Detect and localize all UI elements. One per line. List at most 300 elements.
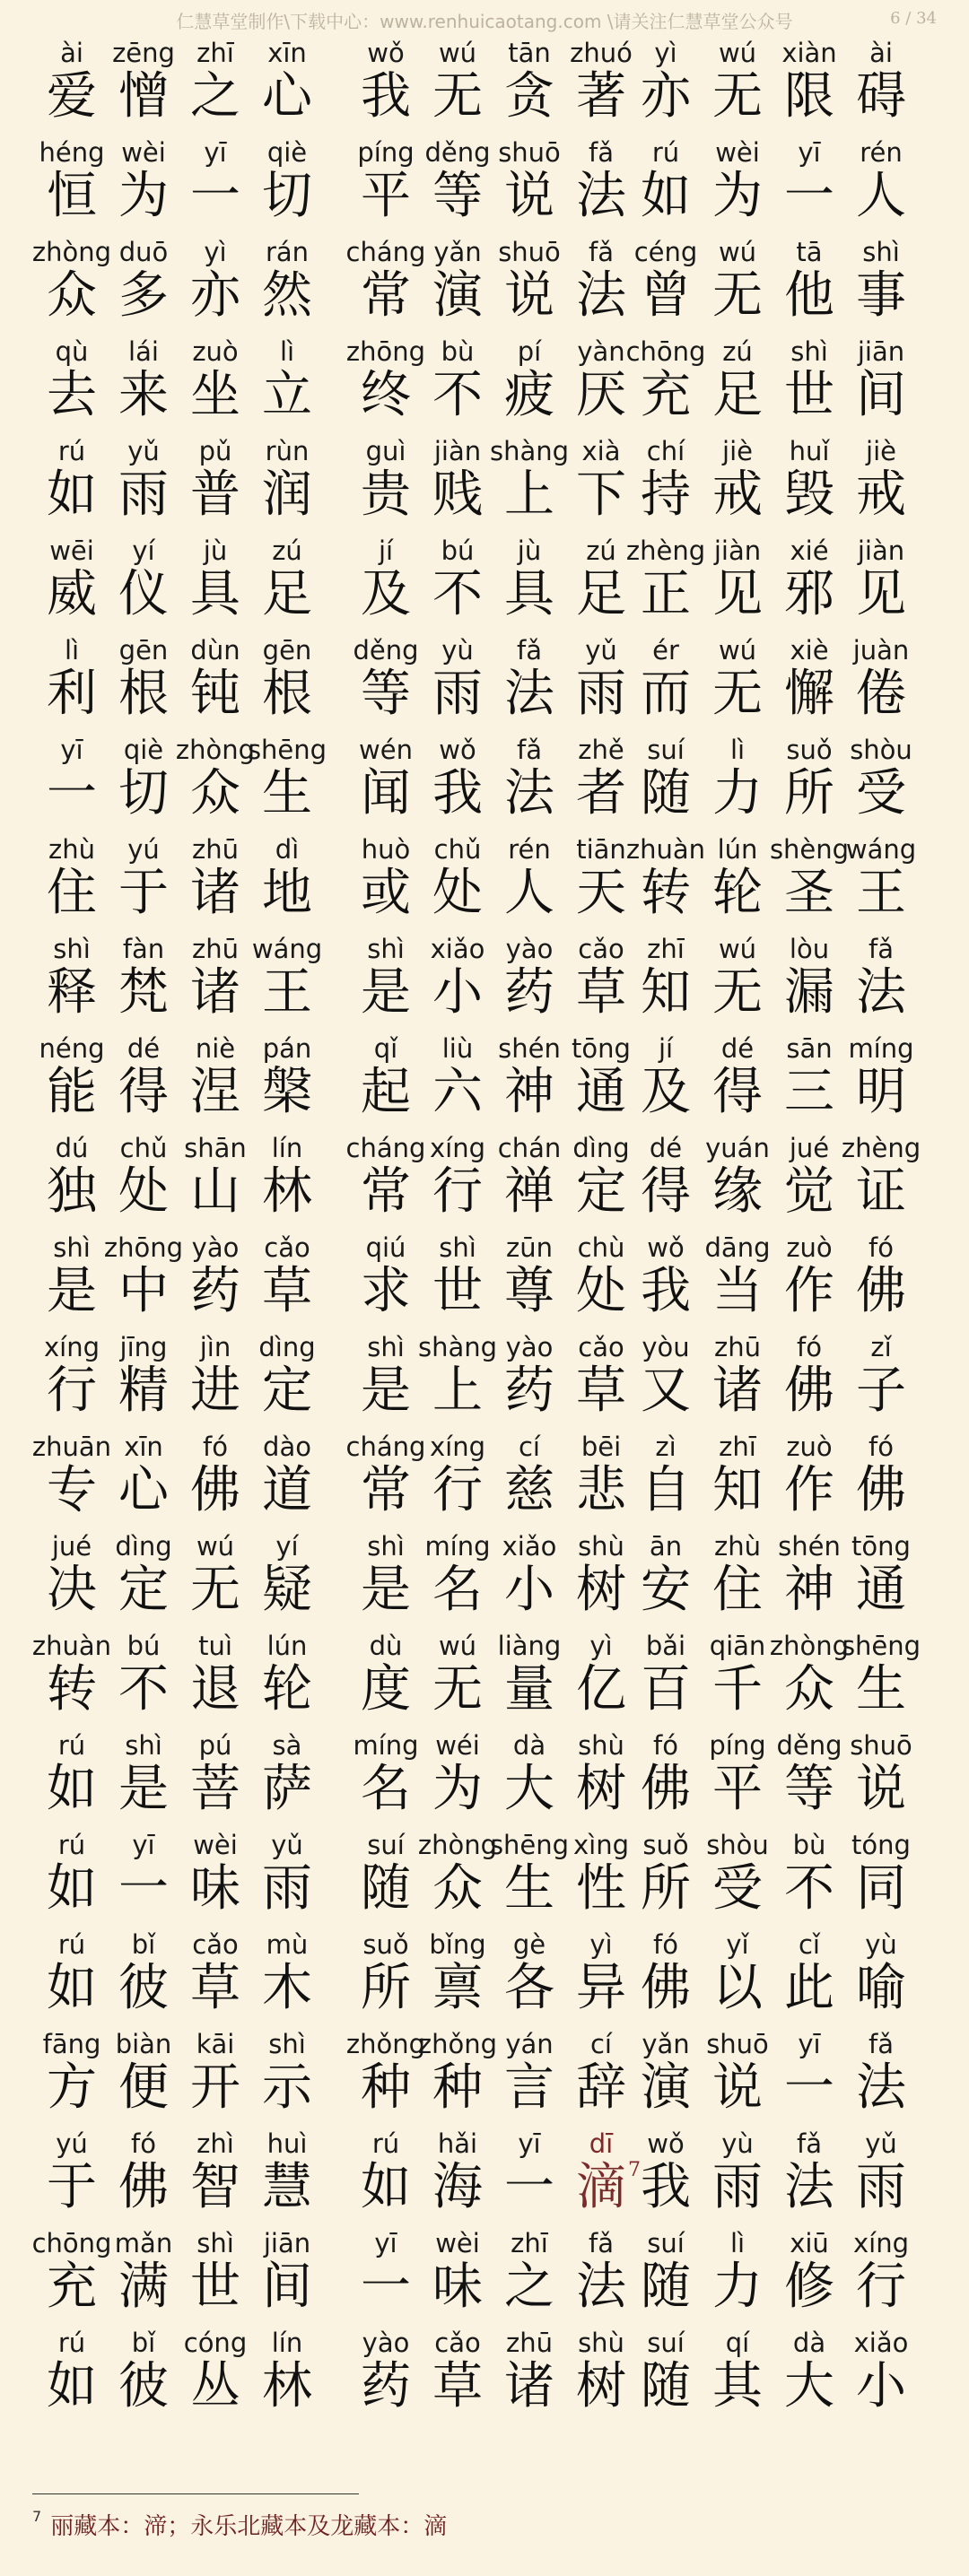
char-cell [769, 832, 850, 932]
hanzi: 开 [190, 2058, 240, 2117]
char-cell [705, 1529, 770, 1629]
char-cell [255, 1131, 319, 1231]
char-cell [255, 1728, 319, 1828]
char-cell [39, 335, 104, 434]
hanzi: 住 [712, 1561, 763, 1619]
char-cell [633, 633, 698, 733]
pinyin: fǎ [517, 635, 542, 666]
pinyin: zhōng [345, 336, 426, 367]
pinyin: dì [275, 834, 300, 865]
pinyin: ān [649, 1531, 683, 1562]
pinyin: zuò [786, 1432, 833, 1462]
char-cell [425, 2127, 490, 2226]
char-cell [849, 1231, 913, 1330]
pinyin: liàng [497, 1631, 562, 1661]
pinyin: lòu [789, 934, 830, 964]
pinyin: zhǒng [345, 2029, 426, 2059]
pinyin: hǎi [437, 2128, 478, 2159]
scripture-grid [0, 36, 969, 2425]
char-cell [247, 733, 327, 832]
verse-row [0, 434, 969, 534]
pinyin: tān [508, 38, 551, 68]
hanzi: 众 [432, 1859, 483, 1918]
pinyin: cǐ [798, 1929, 820, 1960]
char-cell [111, 1728, 176, 1828]
hanzi: 懈 [784, 665, 834, 723]
char-cell [497, 2127, 562, 2226]
hanzi: 大 [784, 2357, 834, 2415]
char-cell [705, 633, 770, 733]
pinyin: suǒ [362, 1929, 409, 1960]
pinyin: lì [729, 735, 746, 765]
pinyin: míng [353, 1730, 419, 1761]
char-cell [425, 1728, 490, 1828]
char-cell [183, 1131, 248, 1231]
pinyin: cǎo [578, 1332, 624, 1362]
char-cell [425, 135, 490, 235]
hanzi: 又 [641, 1362, 691, 1420]
pinyin: zhě [578, 735, 624, 765]
pinyin: zhū [192, 834, 239, 865]
hanzi: 爱 [47, 67, 97, 126]
pinyin: wǒ [367, 38, 405, 68]
char-cell [425, 2326, 490, 2425]
char-cell [425, 832, 490, 932]
char-cell [633, 235, 698, 335]
char-cell [849, 1928, 913, 2027]
pinyin: zhuàn [625, 834, 706, 865]
hanzi: 不 [432, 565, 483, 623]
pinyin: huǐ [789, 436, 830, 466]
char-cell [39, 135, 104, 235]
char-cell [633, 1828, 698, 1928]
char-cell [183, 2127, 248, 2226]
char-cell [425, 434, 490, 534]
hanzi: 不 [432, 366, 483, 424]
pinyin: zǐ [870, 1332, 892, 1362]
pinyin: zhèng [841, 1133, 921, 1163]
verse-row [0, 733, 969, 832]
pinyin: yào [362, 2328, 410, 2358]
hanzi: 法 [576, 266, 626, 325]
pinyin: lái [128, 336, 159, 367]
hanzi: 行 [432, 1162, 483, 1221]
hanzi: 等 [432, 167, 483, 225]
pinyin: tuì [198, 1631, 232, 1661]
pinyin: wǒ [647, 2128, 685, 2159]
hanzi: 满 [118, 2258, 169, 2316]
char-cell [497, 2226, 562, 2326]
pinyin: shì [125, 1730, 162, 1761]
verse-row [0, 36, 969, 135]
hanzi: 无 [712, 963, 763, 1022]
pinyin: dìng [258, 1332, 316, 1362]
pinyin: suǒ [642, 1830, 689, 1860]
hanzi: 受 [856, 764, 906, 822]
hanzi: 慈 [504, 1461, 554, 1519]
hanzi: 禅 [504, 1162, 554, 1221]
char-cell [39, 1330, 104, 1430]
hanzi: 于 [118, 864, 169, 922]
char-cell [849, 36, 913, 135]
hanzi: 法 [856, 963, 906, 1022]
hanzi: 悲 [576, 1461, 626, 1519]
pinyin: huò [361, 834, 411, 865]
hanzi: 说 [712, 2058, 763, 2117]
hanzi: 亦 [641, 67, 691, 126]
char-cell [633, 2027, 698, 2127]
char-cell [111, 2226, 176, 2326]
hanzi: 如 [47, 2357, 97, 2415]
pinyin: chōng [625, 336, 706, 367]
hanzi: 终 [361, 366, 411, 424]
char-cell [845, 832, 917, 932]
pinyin: dú [55, 1133, 89, 1163]
char-cell [849, 733, 913, 832]
char-cell [633, 1131, 698, 1231]
char-cell [345, 1430, 426, 1529]
pinyin: wèi [193, 1830, 238, 1860]
hanzi: 树 [576, 1760, 626, 1818]
hanzi: 草 [432, 2357, 483, 2415]
hanzi: 以 [712, 1959, 763, 2017]
hanzi: 随 [641, 2258, 691, 2316]
hanzi: 行 [856, 2258, 906, 2316]
footnote-ref[interactable]: 7 [628, 2159, 641, 2181]
pinyin: shì [439, 1232, 476, 1263]
pinyin: rú [57, 1929, 86, 1960]
pinyin: bù [441, 336, 475, 367]
pinyin: kāi [196, 2029, 235, 2059]
pinyin: chán [497, 1133, 562, 1163]
pinyin: zhuó [570, 38, 633, 68]
pinyin: qí [725, 2328, 750, 2358]
char-cell [777, 633, 842, 733]
hanzi: 戒 [856, 466, 906, 524]
char-cell [354, 733, 418, 832]
hanzi: 求 [361, 1262, 411, 1320]
pinyin: yàn [577, 336, 625, 367]
char-cell [354, 932, 418, 1031]
hanzi: 说 [504, 167, 554, 225]
char-cell [489, 434, 570, 534]
hanzi: 作 [784, 1262, 834, 1320]
hanzi: 憎 [118, 67, 169, 126]
pinyin: yì [204, 237, 227, 267]
char-cell [39, 2127, 104, 2226]
pinyin: wén [359, 735, 413, 765]
pinyin: chǔ [433, 834, 482, 865]
hanzi: 明 [856, 1063, 906, 1121]
hanzi: 量 [504, 1660, 554, 1719]
pinyin: xíng [429, 1432, 485, 1462]
pinyin: yù [865, 1929, 897, 1960]
hanzi: 世 [190, 2258, 240, 2316]
hanzi: 来 [118, 366, 169, 424]
char-cell [705, 534, 770, 633]
char-cell [777, 1231, 842, 1330]
hanzi: 种 [361, 2058, 411, 2117]
hanzi: 诸 [190, 864, 240, 922]
pinyin: xié [790, 535, 829, 566]
char-cell [849, 135, 913, 235]
char-cell [497, 2027, 562, 2127]
hanzi: 立 [262, 366, 312, 424]
char-cell [497, 633, 562, 733]
hanzi: 上 [504, 466, 554, 524]
char-cell [497, 1131, 562, 1231]
pinyin: jīng [119, 1332, 168, 1362]
hanzi: 小 [504, 1561, 554, 1619]
pinyin: xīn [267, 38, 307, 68]
char-cell [183, 832, 248, 932]
pinyin: zhǒng [417, 2029, 498, 2059]
char-cell [625, 335, 706, 434]
char-cell [633, 2226, 698, 2326]
hanzi: 坐 [190, 366, 240, 424]
pinyin: céng [633, 237, 698, 267]
hanzi: 贱 [432, 466, 483, 524]
pinyin: xìng [572, 1830, 629, 1860]
pinyin: zūn [506, 1232, 553, 1263]
char-cell [39, 1131, 104, 1231]
char-cell [633, 135, 698, 235]
char-cell [633, 1629, 698, 1728]
pinyin: yǔ [585, 635, 617, 666]
char-cell [777, 2226, 842, 2326]
char-cell [497, 335, 562, 434]
hanzi: 疲 [504, 366, 554, 424]
pinyin: qù [55, 336, 89, 367]
hanzi: 得 [118, 1063, 169, 1121]
char-cell [255, 832, 319, 932]
hanzi: 倦 [856, 665, 906, 723]
char-cell [111, 932, 176, 1031]
pinyin: zì [655, 1432, 677, 1462]
pinyin: zhī [511, 2228, 548, 2258]
char-cell [255, 2226, 319, 2326]
pinyin: shù [578, 2328, 624, 2358]
pinyin: xià [581, 436, 621, 466]
hanzi: 常 [361, 1461, 411, 1519]
char-cell [777, 1131, 842, 1231]
verse-row [0, 534, 969, 633]
hanzi: 得 [712, 1063, 763, 1121]
hanzi: 各 [504, 1959, 554, 2017]
pinyin: qǐ [373, 1033, 398, 1064]
hanzi: 曾 [641, 266, 691, 325]
char-cell [633, 2127, 698, 2226]
pinyin: shēng [247, 735, 327, 765]
hanzi: 海 [432, 2158, 483, 2216]
char-cell [705, 2127, 770, 2226]
hanzi: 生 [504, 1859, 554, 1918]
char-cell [497, 733, 562, 832]
char-cell [111, 633, 176, 733]
hanzi: 彼 [118, 1959, 169, 2017]
char-cell [103, 1231, 184, 1330]
hanzi: 滴 [576, 2158, 626, 2216]
pinyin: lún [717, 834, 758, 865]
char-cell [425, 36, 490, 135]
hanzi: 所 [641, 1859, 691, 1918]
pinyin: shì [367, 1332, 405, 1362]
char-cell [777, 335, 842, 434]
pinyin: dù [369, 1631, 403, 1661]
verse-row [0, 1231, 969, 1330]
hanzi: 一 [784, 2058, 834, 2117]
char-cell [255, 2027, 319, 2127]
hanzi: 说 [856, 1760, 906, 1818]
char-cell [183, 135, 248, 235]
pinyin: chǔ [119, 1133, 168, 1163]
hanzi: 知 [712, 1461, 763, 1519]
pinyin: rén [508, 834, 551, 865]
char-cell [705, 36, 770, 135]
char-cell [39, 2326, 104, 2425]
hanzi: 度 [361, 1660, 411, 1719]
hanzi: 众 [190, 764, 240, 822]
pinyin: wú [438, 1631, 477, 1661]
pinyin: xíng [852, 2228, 909, 2258]
pinyin: suí [647, 2328, 685, 2358]
char-cell [633, 434, 698, 534]
pinyin: qiè [123, 735, 164, 765]
char-cell [354, 135, 418, 235]
char-cell [39, 633, 104, 733]
pinyin: shén [498, 1033, 561, 1064]
pinyin: shù [578, 1531, 624, 1562]
hanzi: 雨 [712, 2158, 763, 2216]
hanzi: 人 [856, 167, 906, 225]
char-cell [849, 633, 913, 733]
char-cell [183, 1231, 248, 1330]
pinyin: cháng [345, 1432, 426, 1462]
char-cell [255, 1231, 319, 1330]
pinyin: yì [589, 1929, 613, 1960]
hanzi: 毁 [784, 466, 834, 524]
pinyin: yī [60, 735, 83, 765]
pinyin: shì [53, 1232, 91, 1263]
pinyin: xiū [790, 2228, 829, 2258]
pinyin: fó [131, 2128, 156, 2159]
char-cell [111, 335, 176, 434]
verse-row [0, 1728, 969, 1828]
char-cell [111, 1529, 176, 1629]
pinyin: gēn [262, 635, 312, 666]
pinyin: yù [721, 2128, 754, 2159]
pinyin: fó [653, 1929, 678, 1960]
char-cell [417, 1330, 498, 1430]
pinyin: jí [658, 1033, 674, 1064]
char-cell [705, 1231, 770, 1330]
char-cell [497, 932, 562, 1031]
char-cell [183, 2027, 248, 2127]
hanzi: 修 [784, 2258, 834, 2316]
hanzi: 具 [190, 565, 240, 623]
pinyin: yī [374, 2228, 397, 2258]
pinyin: cí [589, 2029, 612, 2059]
char-cell [183, 1828, 248, 1928]
verse-row [0, 335, 969, 434]
pinyin: ài [869, 38, 893, 68]
char-cell [111, 1031, 176, 1131]
verse-row [0, 2027, 969, 2127]
hanzi: 安 [641, 1561, 691, 1619]
hanzi: 菩 [190, 1760, 240, 1818]
char-cell [777, 1728, 842, 1828]
hanzi: 法 [504, 665, 554, 723]
hanzi: 为 [432, 1760, 483, 1818]
pinyin: zhòng [417, 1830, 498, 1860]
char-cell [255, 434, 319, 534]
pinyin: wú [718, 237, 757, 267]
hanzi: 无 [432, 67, 483, 126]
hanzi: 如 [361, 2158, 411, 2216]
hanzi: 于 [47, 2158, 97, 2216]
hanzi: 力 [712, 764, 763, 822]
hanzi: 疑 [262, 1561, 312, 1619]
pinyin: pí [517, 336, 542, 367]
hanzi: 名 [361, 1760, 411, 1818]
pinyin: juàn [852, 635, 910, 666]
pinyin: xíng [429, 1133, 485, 1163]
hanzi: 无 [190, 1561, 240, 1619]
char-cell [777, 434, 842, 534]
hanzi: 足 [262, 565, 312, 623]
hanzi: 漏 [784, 963, 834, 1022]
char-cell [255, 36, 319, 135]
char-cell [633, 1031, 698, 1131]
pinyin: yǎn [433, 237, 482, 267]
char-cell [841, 1629, 921, 1728]
pinyin: zú [586, 535, 616, 566]
hanzi: 法 [504, 764, 554, 822]
pinyin: shòu [850, 735, 912, 765]
hanzi: 心 [262, 67, 312, 126]
char-cell [255, 1430, 319, 1529]
pinyin: yí [275, 1531, 299, 1562]
hanzi: 一 [784, 167, 834, 225]
char-cell [497, 36, 562, 135]
char-cell [425, 335, 490, 434]
char-cell [633, 1928, 698, 2027]
pinyin: yòu [642, 1332, 690, 1362]
pinyin: xiǎo [430, 934, 485, 964]
pinyin: lì [64, 635, 80, 666]
hanzi: 异 [576, 1959, 626, 2017]
verse-row [0, 1928, 969, 2027]
hanzi: 名 [432, 1561, 483, 1619]
hanzi: 佛 [190, 1461, 240, 1519]
pinyin: rú [57, 1830, 86, 1860]
char-cell [849, 335, 913, 434]
pinyin: yī [132, 1830, 155, 1860]
char-cell [255, 1928, 319, 2027]
pinyin: suǒ [786, 735, 833, 765]
hanzi: 为 [118, 167, 169, 225]
char-cell [425, 235, 490, 335]
pinyin: fǎ [589, 137, 614, 168]
char-cell [497, 1330, 562, 1430]
hanzi: 然 [262, 266, 312, 325]
char-cell [849, 1529, 913, 1629]
hanzi: 方 [47, 2058, 97, 2117]
pinyin: lì [729, 2228, 746, 2258]
hanzi: 诸 [504, 2357, 554, 2415]
hanzi: 草 [262, 1262, 312, 1320]
char-cell [497, 1928, 562, 2027]
